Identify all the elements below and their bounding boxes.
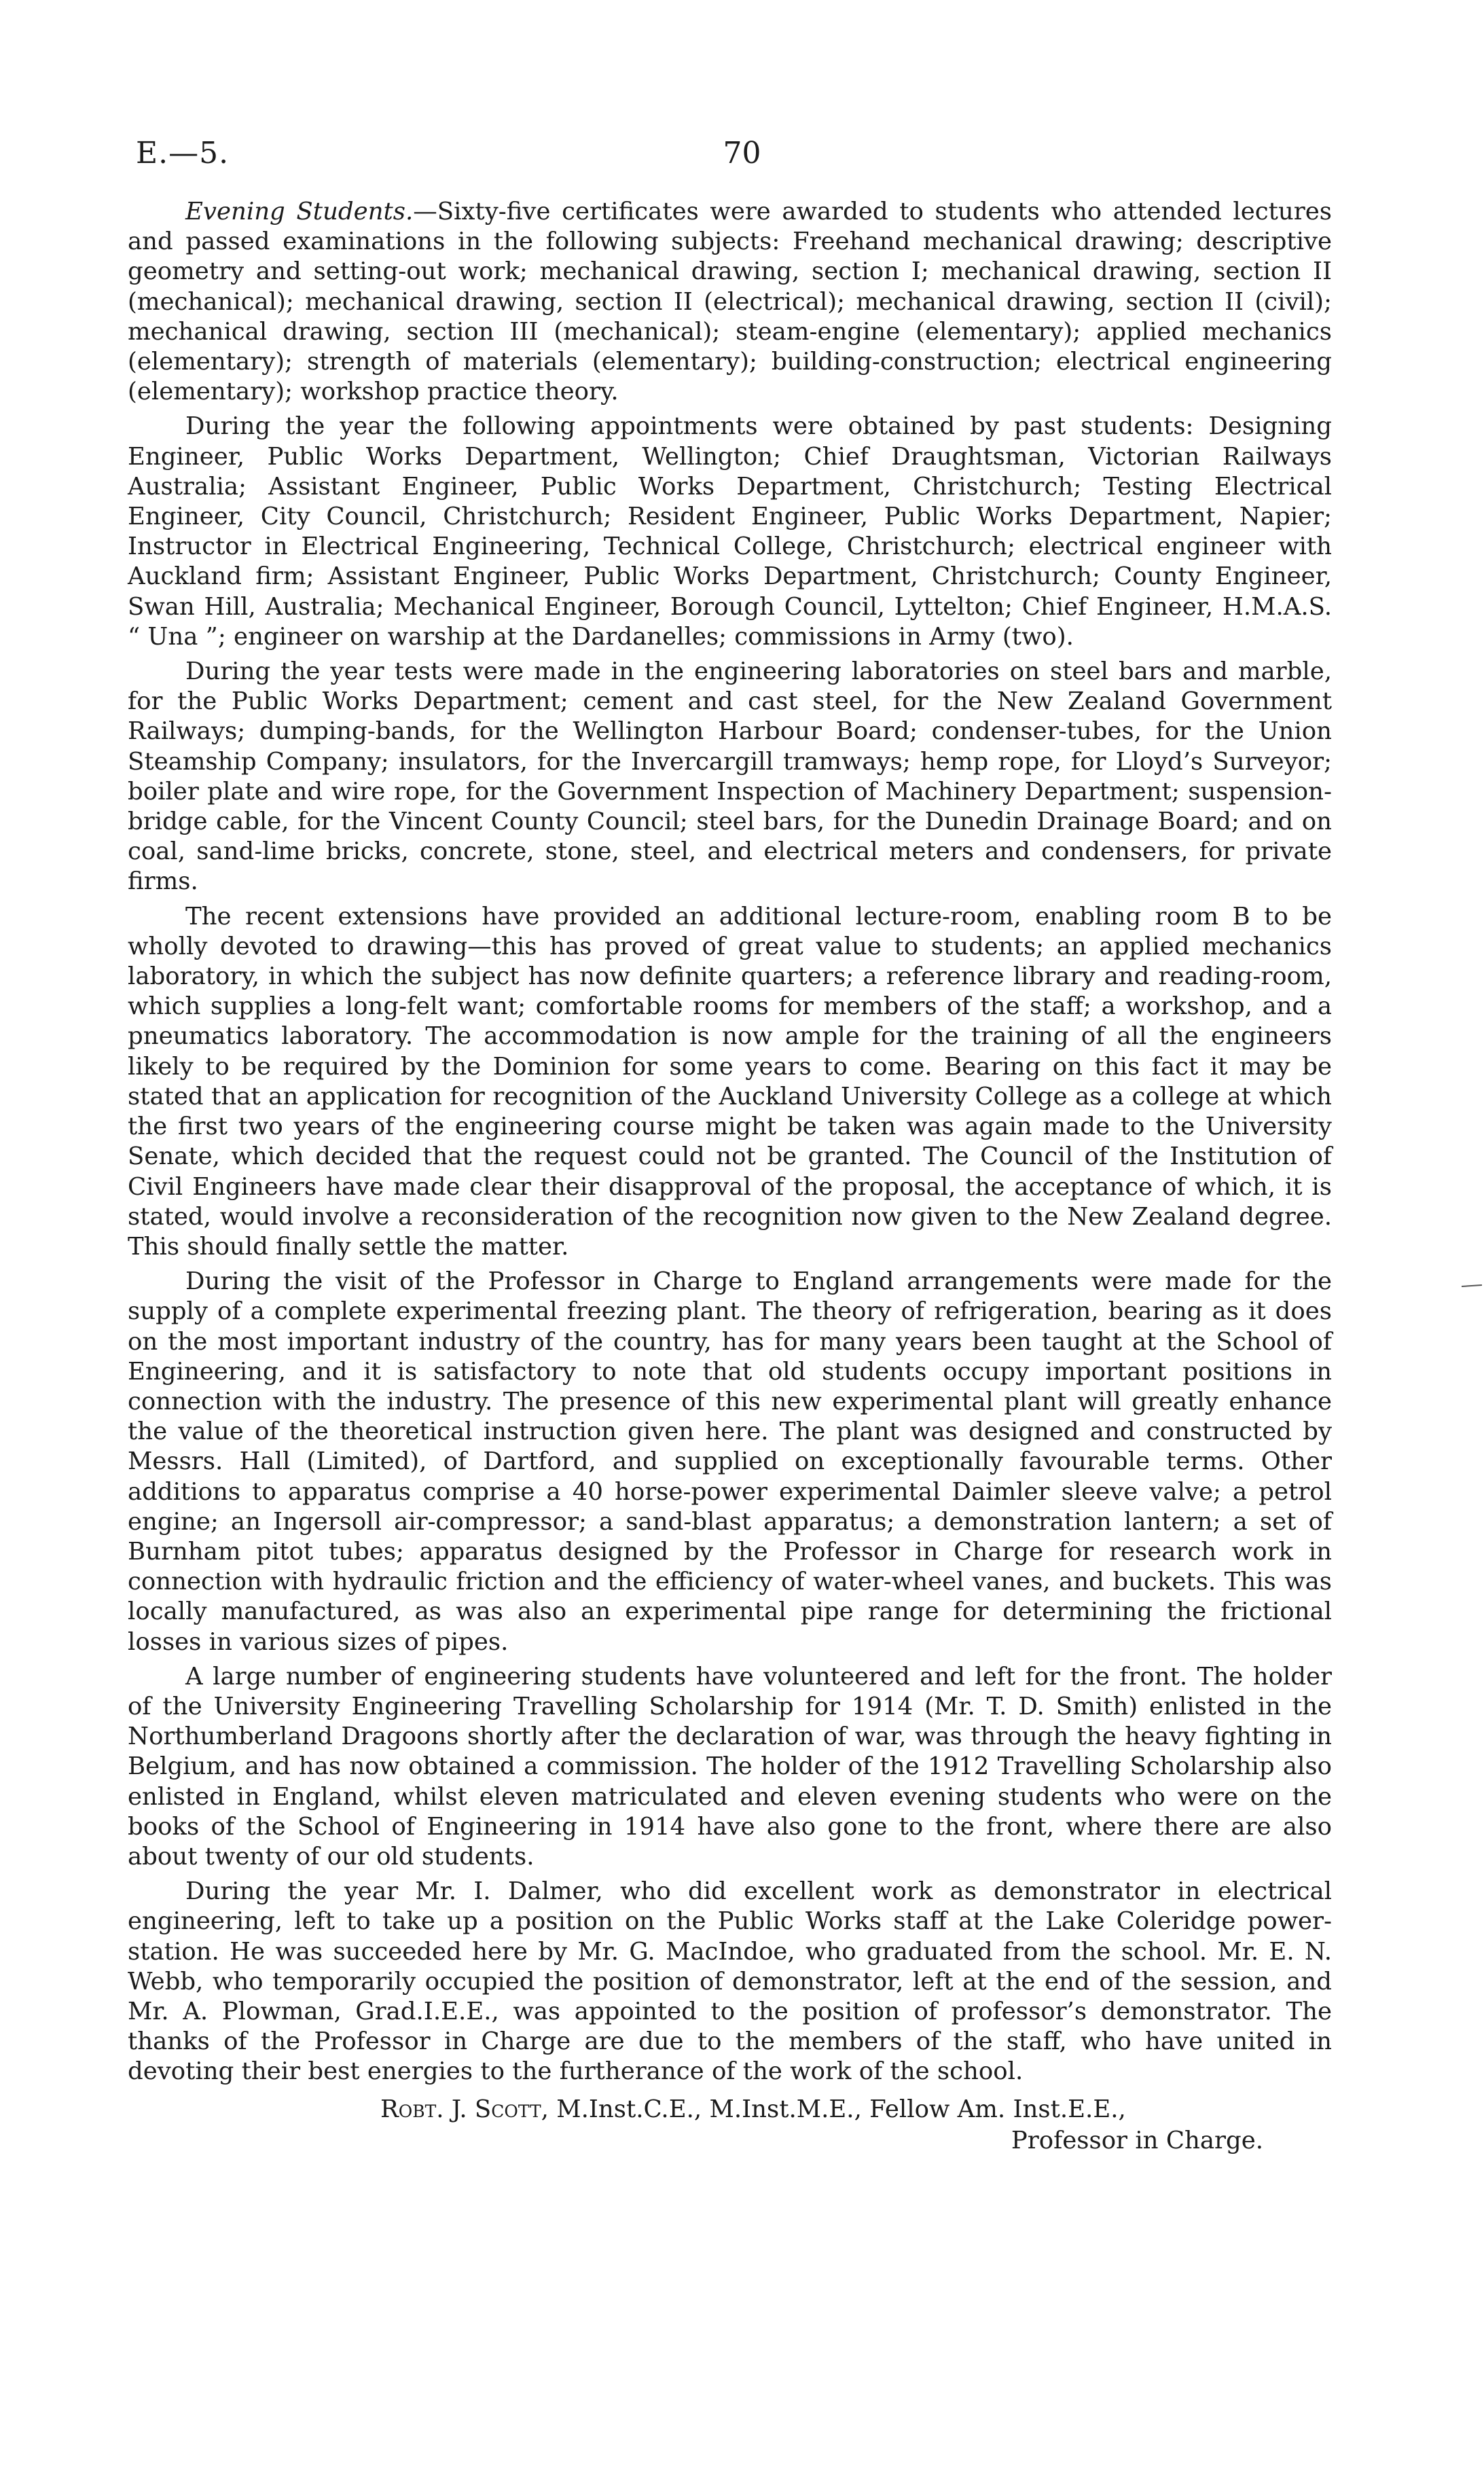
page-header: [136, 136, 1348, 190]
page-number: 70: [723, 136, 761, 170]
paragraph-staff-changes: During the year Mr. I. Dalmer, who did excellent work as demonstrator in electrical engineering, left to take up a position on the Public Works staff at the Lake Coleridge power-station. He was succeeded here by Mr. G. MacIndoe, who graduated from the school. Mr. E. N. Webb, who temporarily occupied the position of demonstrator, left at the end of the session, and Mr. A. Plowman, Grad.I.E.E., was appointed to the position of professor’s demonstrator. The thanks of the Professor in Charge are due to the members of the staff, who have united in devoting their best energies to the furtherance of the work of the school.: [128, 1877, 1332, 2086]
paragraph-evening-students: [128, 197, 1332, 407]
paragraph-text: —Sixty-five certificates were awarded to students who attended lectures and passed examinations in the following subjects: Freehand mechanical drawing; descriptive geometry and setting-out work; mechanical drawing, section I; mechanical drawing, section II (mechanical); mechanical drawing, section II (electrical); mechanical drawing, section II (civil); mechanical drawing, section III (mechanical); steam-engine (elementary); applied mechanics (elementary); strength of materials (elementary); building-construction; electrical engineering (elementary); workshop practice theory.: [128, 198, 1332, 406]
paragraph-laboratory-tests: During the year tests were made in the engineering laboratories on steel bars and marble, for the Public Works Department; cement and cast steel, for the New Zealand Government Railways; dumping-bands, for the Wellington Harbour Board; condenser-tubes, for the Union Steamship Company; insulators, for the Invercargill tramways; hemp rope, for Lloyd’s Surveyor; boiler plate and wire rope, for the Government Inspection of Machinery Department; suspension-bridge cable, for the Vincent County Council; steel bars, for the Dunedin Drainage Board; and on coal, sand-lime bricks, concrete, stone, steel, and electrical meters and condensers, for private firms.: [128, 657, 1332, 896]
signatory-line: [380, 2095, 1263, 2125]
signature-block: [380, 2095, 1263, 2156]
report-body: [128, 197, 1332, 2092]
signatory-title: Professor in Charge.: [1011, 2127, 1263, 2154]
paragraph-freezing-plant: During the visit of the Professor in Charge to England arrangements were made for the supply of a complete experimental freezing plant. The theory of refrigeration, bearing as it does on the most important industry of the country, has for many years been taught at the School of Engineering, and it is satisfactory to note that old students occupy important positions in connection with the industry. The presence of this new experimental plant will greatly enhance the value of the theoretical instruction given here. The plant was designed and constructed by Messrs. Hall (Limited), of Dartford, and supplied on exceptionally favourable terms. Other additions to apparatus comprise a 40 horse-power experimental Daimler sleeve valve; a petrol engine; an Ingersoll air-compressor; a sand-blast apparatus; a demonstration lantern; a set of Burnham pitot tubes; apparatus designed by the Professor in Charge for research work in connection with hydraulic friction and the efficiency of water-wheel vanes, and buckets. This was locally manufactured, as was also an experimental pipe range for determining the frictional losses in various sizes of pipes.: [128, 1267, 1332, 1656]
signatory-name: Robt. J. Scott,: [380, 2095, 549, 2123]
margin-mark: [1462, 1284, 1482, 1287]
paragraph-extensions: The recent extensions have provided an additional lecture-room, enabling room B to be wholly devoted to drawing—this has proved of great value to students; an applied mechanics laboratory, in which the subject has now definite quarters; a reference library and reading-room, which supplies a long-felt want; comfortable rooms for members of the staff; a workshop, and a pneumatics laboratory. The accommodation is now ample for the training of all the engineers likely to be required by the Dominion for some years to come. Bearing on this fact it may be stated that an application for recognition of the Auckland University College as a college at which the first two years of the engineering course might be taken was again made to the University Senate, which decided that the request could not be granted. The Council of the Institution of Civil Engineers have made clear their disapproval of the proposal, the acceptance of which, it is stated, would involve a reconsideration of the recognition now given to the New Zealand degree. This should finally settle the matter.: [128, 902, 1332, 1261]
paragraph-appointments: During the year the following appointments were obtained by past students: Designing Engineer, Public Works Department, Wellington; Chief Draughtsman, Victorian Railways Australia; Assistant Engineer, Public Works Department, Christchurch; Testing Electrical Engineer, City Council, Christchurch; Resident Engineer, Public Works Department, Napier; Instructor in Electrical Engineering, Technical College, Christchurch; electrical engineer with Auckland firm; Assistant Engineer, Public Works Department, Christchurch; County Engineer, Swan Hill, Australia; Mechanical Engineer, Borough Council, Lyttelton; Chief Engineer, H.M.A.S. “ Una ”; engineer on warship at the Dardanelles; commissions in Army (two).: [128, 412, 1332, 651]
document-reference: E.—5.: [136, 136, 230, 170]
signatory-credentials: M.Inst.C.E., M.Inst.M.E., Fellow Am. Inst.E.E.,: [556, 2095, 1126, 2123]
paragraph-lead: Evening Students.: [185, 198, 414, 226]
paragraph-students-at-front: A large number of engineering students have volunteered and left for the front. The holder of the University Engineering Travelling Scholarship for 1914 (Mr. T. D. Smith) enlisted in the Northumberland Dragoons shortly after the declaration of war, was through the heavy fighting in Belgium, and has now obtained a commission. The holder of the 1912 Travelling Scholarship also enlisted in England, whilst eleven matriculated and eleven evening students who were on the books of the School of Engineering in 1914 have also gone to the front, where there are also about twenty of our old students.: [128, 1662, 1332, 1871]
